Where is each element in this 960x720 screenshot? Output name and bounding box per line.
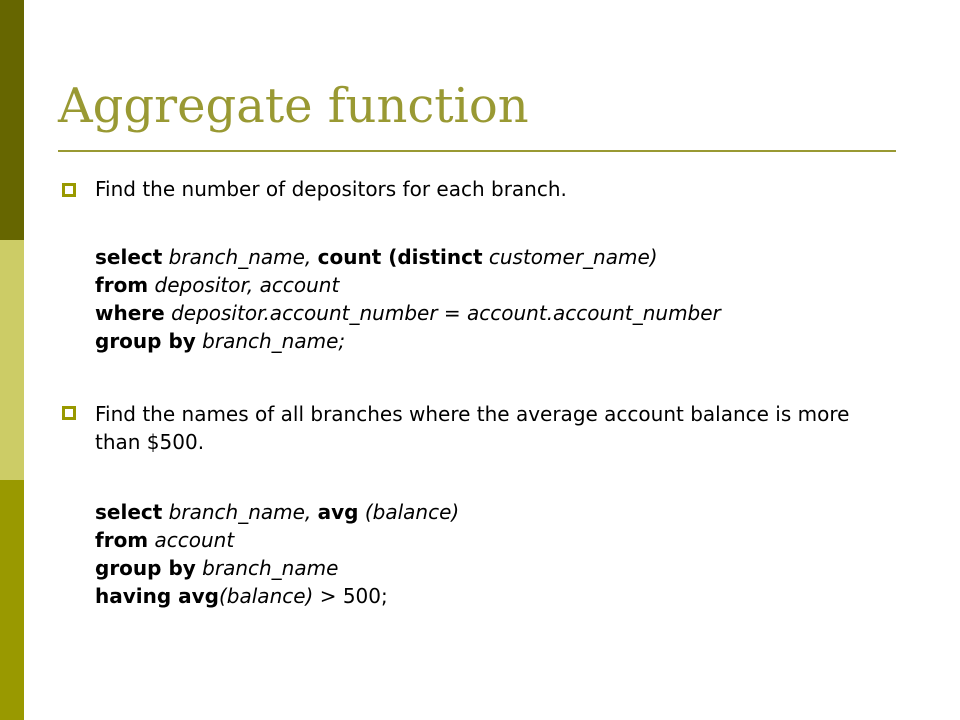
sql-identifier: (balance) xyxy=(219,584,314,608)
sql-line xyxy=(95,243,721,271)
sql-keyword: group by xyxy=(95,329,196,353)
sql-keyword: from xyxy=(95,528,149,552)
title-underline xyxy=(58,150,896,152)
sql-identifier: branch_name, xyxy=(162,500,318,524)
sql-keyword: from xyxy=(95,273,149,297)
sql-identifier: (balance) xyxy=(358,500,460,524)
sql-line xyxy=(95,582,459,610)
sql-identifier: depositor.account_number = account.account_number xyxy=(164,301,721,325)
sql-query-2 xyxy=(95,498,459,610)
sql-identifier: customer_name) xyxy=(482,245,658,269)
sql-identifier: branch_name; xyxy=(195,329,346,353)
sql-keyword: count (distinct xyxy=(317,245,483,269)
sql-identifier: > 500; xyxy=(313,584,388,608)
sql-line xyxy=(95,271,721,299)
sql-keyword: select xyxy=(95,245,163,269)
sql-line xyxy=(95,526,459,554)
bullet-text-1: Find the number of depositors for each branch. xyxy=(95,177,567,201)
sql-keyword: avg xyxy=(317,500,359,524)
sql-identifier: branch_name xyxy=(195,556,339,580)
sql-identifier: depositor, account xyxy=(148,273,340,297)
left-accent-bar-bottom xyxy=(0,480,24,720)
sql-line xyxy=(95,327,721,355)
sql-query-1 xyxy=(95,243,721,355)
sql-keyword: select xyxy=(95,500,163,524)
slide-title: Aggregate function xyxy=(58,78,529,134)
sql-identifier: branch_name, xyxy=(162,245,318,269)
sql-keyword: having avg xyxy=(95,584,219,608)
sql-keyword: where xyxy=(95,301,165,325)
sql-line xyxy=(95,554,459,582)
sql-line xyxy=(95,299,721,327)
left-accent-bar-middle xyxy=(0,240,24,480)
left-accent-bar-top xyxy=(0,0,24,240)
bullet-text-2: Find the names of all branches where the average account balance is more than $500. xyxy=(95,402,850,454)
sql-line xyxy=(95,498,459,526)
square-bullet-icon xyxy=(62,406,76,420)
square-bullet-icon xyxy=(62,183,76,197)
sql-identifier: account xyxy=(148,528,235,552)
sql-keyword: group by xyxy=(95,556,196,580)
